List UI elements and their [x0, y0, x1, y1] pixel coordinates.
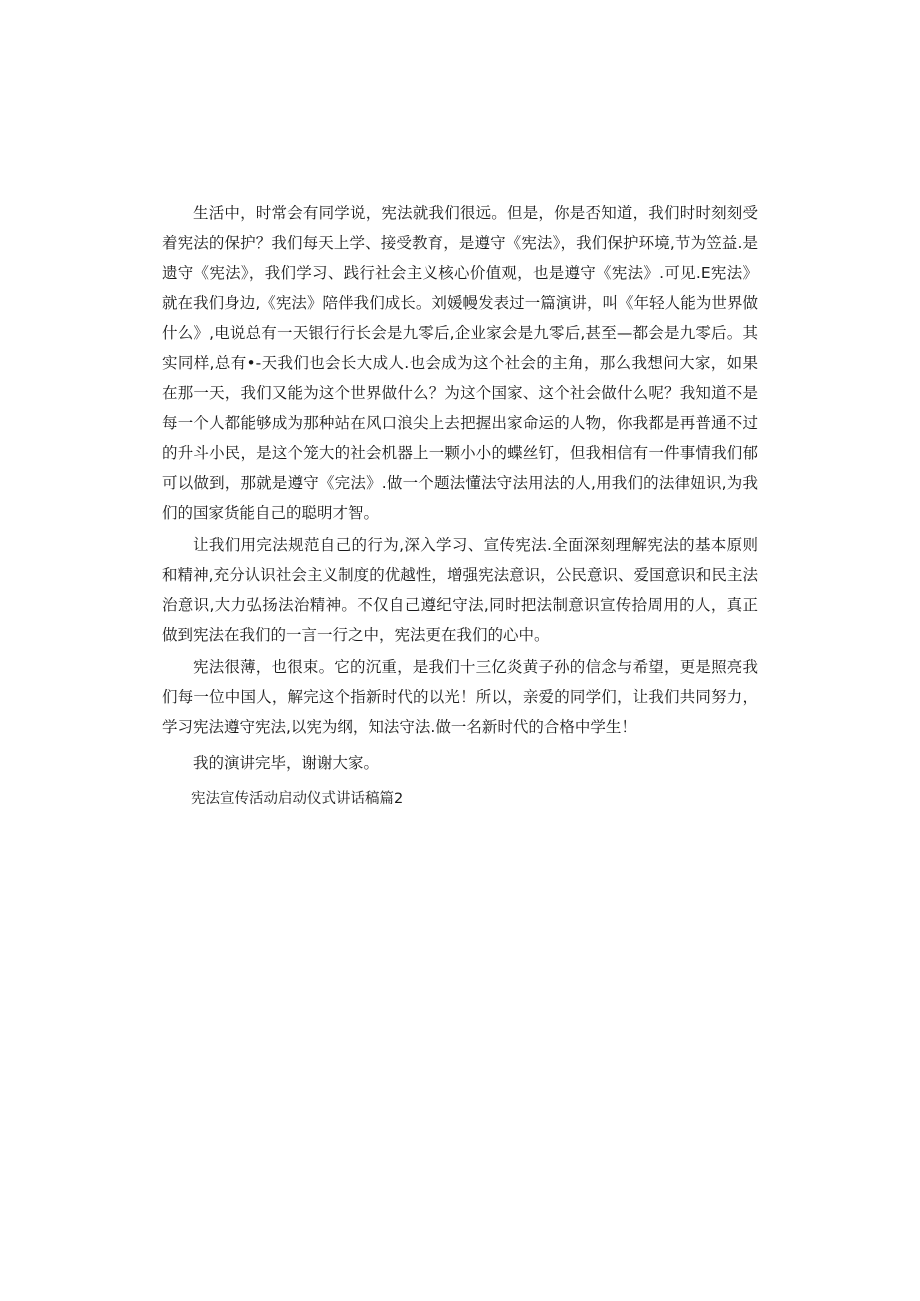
document-body: [162, 198, 758, 814]
paragraph-2: 让我们用完法规范自己的行为,深入学习、宣传宪法.全面深刻理解宪法的基本原则和精神,充分认识社会主义制度的优越性，增强宪法意识，公民意识、爱国意识和民主法治意识,大力弘扬法治精神。不仅自己遵纪守法,同时把法制意识宣传拾周用的人，真正做到宪法在我们的一言一行之中，宪法更在我们的心中。: [162, 536, 758, 644]
paragraph-1: 生活中，时常会有同学说，宪法就我们很远。但是，你是否知道，我们时时刻刻受着宪法的保护？我们每天上学、接受教育，是遵守《宪法》，我们保护环境,节为笠益.是遗守《宪法》，我们学习、践行社会主义核心价值观，也是遵守《宪法》.可见.E宪法》就在我们身边,《宪法》陪伴我们成长。刘媛幔发表过一篇演讲，叫《年轻人能为世界做什么》,电说总有一天银行行长会是九零后,企业家会是九零后,甚至—都会是九零后。其实同样,总有•-天我们也会长大成人.也会成为这个社会的主角，那么我想问大家，如果在那一天，我们又能为这个世界做什么？为这个国家、这个社会做什么呢？我知道不是每一个人都能够成为那种站在风口浪尖上去把握出家命运的人物，你我都是再普通不过的升斗小民，是这个笼大的社会机器上一颗小小的蝶丝钉，但我相信有一件事情我们郁可以做到，那就是遵守《完法》.做一个题法懂法守法用法的人,用我们的法律妞识,为我们的国家货能自己的聪明才智。: [162, 204, 758, 522]
section-title: 宪法宣传活动启动仪式讲话稿篇2: [191, 791, 404, 807]
paragraph-3: 宪法很薄，也很束。它的沉重，是我们十三亿炎黄子孙的信念与希望，更是照亮我们每一位中国人，解完这个指新时代的以光！所以，亲爱的同学们，让我们共同努力，学习宪法遵守宪法,以宪为纲，知法守法.做一名新时代的合格中学生！: [162, 658, 758, 736]
closing-paragraph: 我的演讲完毕，谢谢大家。: [193, 754, 380, 772]
